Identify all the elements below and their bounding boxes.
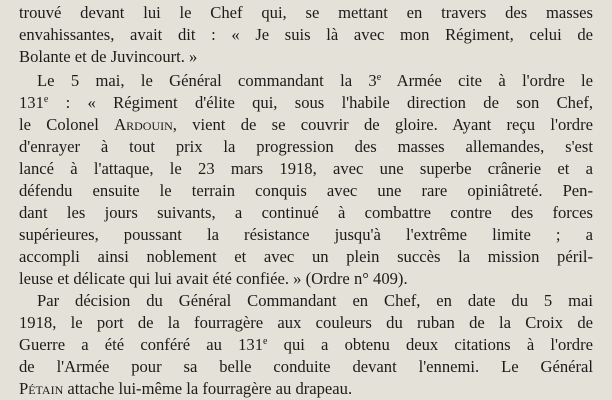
text-run: , vient de se couvrir de gloire. Ayant reçu l'ordre xyxy=(172,115,593,134)
text-line: supérieures, poussant la résistance jusqu'à l'extrême limite ; a xyxy=(19,225,593,244)
text-line: accompli ainsi noblement et avec un plein succès la mission péril- xyxy=(19,247,593,266)
superscript: e xyxy=(263,336,268,347)
text-run: 131 xyxy=(19,93,44,112)
text-line: envahissantes, avait dit : « Je suis là avec mon Régiment, celui de xyxy=(19,25,593,44)
text-line: d'enrayer à tout prix la progression des masses allemandes, s'est xyxy=(19,137,593,156)
text-line: trouvé devant lui le Chef qui, se mettant en travers des masses xyxy=(19,3,593,22)
text-line: Par décision du Général Commandant en Chef, en date du 5 mai xyxy=(37,291,593,310)
text-line: dant les jours suivants, a continué à combattre contre des forces xyxy=(19,203,593,222)
text-run: Armée cite à l'ordre le xyxy=(381,71,594,90)
text-run: qui a obtenu deux citations à l'ordre xyxy=(267,335,593,354)
text-line xyxy=(19,114,593,136)
text-line xyxy=(19,378,593,400)
text-line xyxy=(37,70,593,92)
text-line: lancé à l'attaque, le 23 mars 1918, avec une superbe crânerie et a xyxy=(19,159,593,178)
text-run: attache lui-même la fourragère au drapeau. xyxy=(63,379,353,398)
text-line xyxy=(19,334,593,356)
person-name: Pétain xyxy=(19,379,64,398)
text-line xyxy=(19,92,593,114)
text-line: 1918, le port de la fourragère aux couleurs du ruban de la Croix de xyxy=(19,313,593,332)
text-run: Guerre a été conféré au 131 xyxy=(19,335,264,354)
text-run: le Colonel xyxy=(19,115,115,134)
text-line: leuse et délicate qui lui avait été confiée. » (Ordre n° 409). xyxy=(19,269,408,288)
text-run: : « Régiment d'élite qui, sous l'habile direction de son Chef, xyxy=(48,93,593,112)
text-run: Le 5 mai, le Général commandant la 3 xyxy=(37,71,377,90)
superscript: e xyxy=(43,94,49,105)
text-line: de l'Armée pour sa belle conduite devant l'ennemi. Le Général xyxy=(19,357,593,376)
text-line: Bolante et de Juvincourt. » xyxy=(19,47,198,66)
superscript: e xyxy=(376,72,382,83)
text-line: défendu ensuite le terrain conquis avec une rare opiniâtreté. Pen- xyxy=(19,181,593,200)
person-name: Ardouin xyxy=(114,115,173,134)
